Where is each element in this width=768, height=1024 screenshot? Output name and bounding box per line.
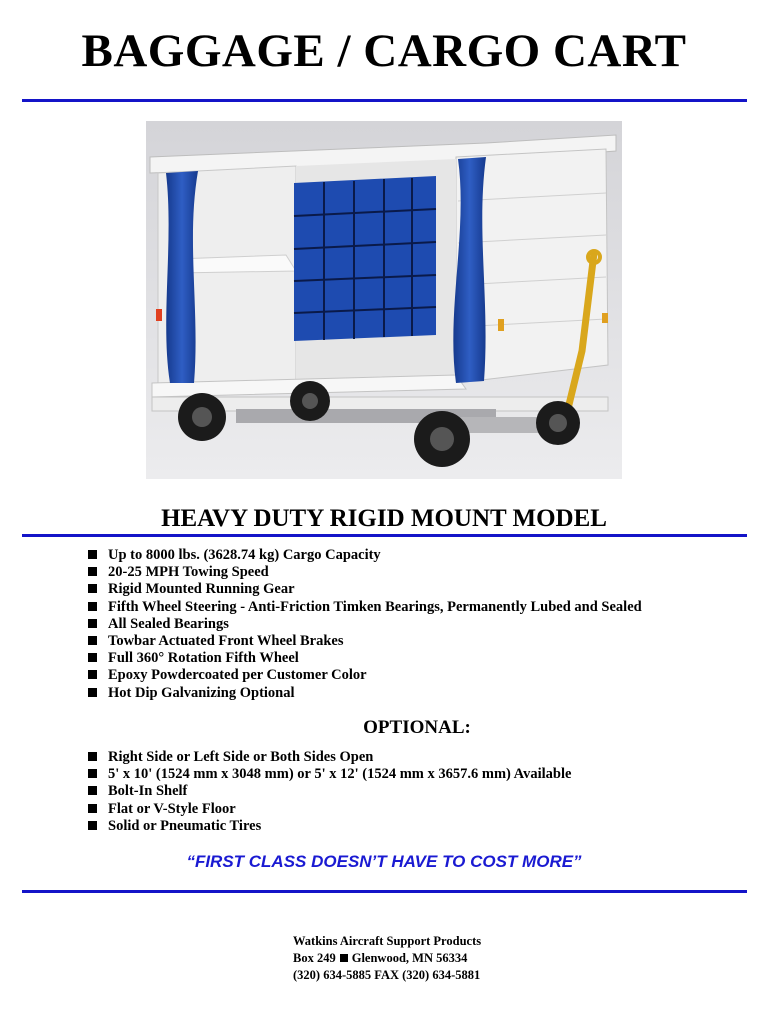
model-divider <box>22 534 747 537</box>
feature-item-text: 20-25 MPH Towing Speed <box>108 564 269 581</box>
bullet-square-icon <box>340 954 348 962</box>
model-heading: HEAVY DUTY RIGID MOUNT MODEL <box>161 505 607 532</box>
optional-item <box>88 801 571 818</box>
tagline: “FIRST CLASS DOESN’T HAVE TO COST MORE” <box>186 852 582 871</box>
bullet-square-icon <box>88 821 97 830</box>
cart-photo <box>146 121 622 479</box>
feature-item <box>88 650 642 667</box>
feature-item-text: Fifth Wheel Steering - Anti-Friction Timken Bearings, Permanently Lubed and Sealed <box>108 598 642 615</box>
feature-item-text: Towbar Actuated Front Wheel Brakes <box>108 632 344 649</box>
bullet-square-icon <box>88 688 97 697</box>
feature-item <box>88 599 642 616</box>
feature-item-text: Hot Dip Galvanizing Optional <box>108 684 295 701</box>
bullet-square-icon <box>88 619 97 628</box>
bullet-square-icon <box>88 786 97 795</box>
bullet-square-icon <box>88 752 97 761</box>
optional-item-text: 5' x 10' (1524 mm x 3048 mm) or 5' x 12' (1524 mm x 3657.6 mm) Available <box>108 766 572 783</box>
optional-heading: OPTIONAL: <box>363 717 471 738</box>
bullet-square-icon <box>88 653 97 662</box>
cart-illustration <box>146 121 622 479</box>
optional-item <box>88 749 571 766</box>
optional-item <box>88 783 571 800</box>
bullet-square-icon <box>88 670 97 679</box>
company-name: Watkins Aircraft Support Products <box>293 934 482 948</box>
bullet-square-icon <box>88 550 97 559</box>
feature-item <box>88 581 642 598</box>
bullet-square-icon <box>88 636 97 645</box>
feature-item <box>88 547 642 564</box>
feature-item <box>88 667 642 684</box>
feature-item-text: All Sealed Bearings <box>108 615 229 632</box>
bullet-square-icon <box>88 804 97 813</box>
feature-item <box>88 564 642 581</box>
features-list <box>88 547 642 702</box>
po-box: Box 249 <box>293 951 336 965</box>
bullet-square-icon <box>88 584 97 593</box>
feature-item <box>88 616 642 633</box>
city-state-zip: Glenwood, MN 56334 <box>351 951 468 965</box>
optional-list <box>88 749 571 835</box>
feature-item-text: Up to 8000 lbs. (3628.74 kg) Cargo Capacity <box>108 547 381 563</box>
phone-fax: (320) 634-5885 FAX (320) 634-5881 <box>293 968 481 982</box>
footer-divider <box>22 890 747 893</box>
optional-item <box>88 766 571 783</box>
page-title: BAGGAGE / CARGO CART <box>81 25 687 77</box>
bullet-square-icon <box>88 769 97 778</box>
address-line <box>293 950 481 967</box>
feature-item-text: Rigid Mounted Running Gear <box>108 581 295 598</box>
optional-item-text: Flat or V-Style Floor <box>108 800 236 817</box>
contact-block <box>293 933 481 984</box>
optional-item-text: Solid or Pneumatic Tires <box>108 817 262 834</box>
feature-item <box>88 685 642 702</box>
optional-item <box>88 818 571 835</box>
feature-item-text: Full 360° Rotation Fifth Wheel <box>108 650 299 667</box>
optional-item-text: Bolt-In Shelf <box>108 783 188 800</box>
optional-item-text: Right Side or Left Side or Both Sides Open <box>108 749 374 765</box>
bullet-square-icon <box>88 567 97 576</box>
bullet-square-icon <box>88 602 97 611</box>
feature-item-text: Epoxy Powdercoated per Customer Color <box>108 667 367 684</box>
title-divider <box>22 99 747 102</box>
feature-item <box>88 633 642 650</box>
